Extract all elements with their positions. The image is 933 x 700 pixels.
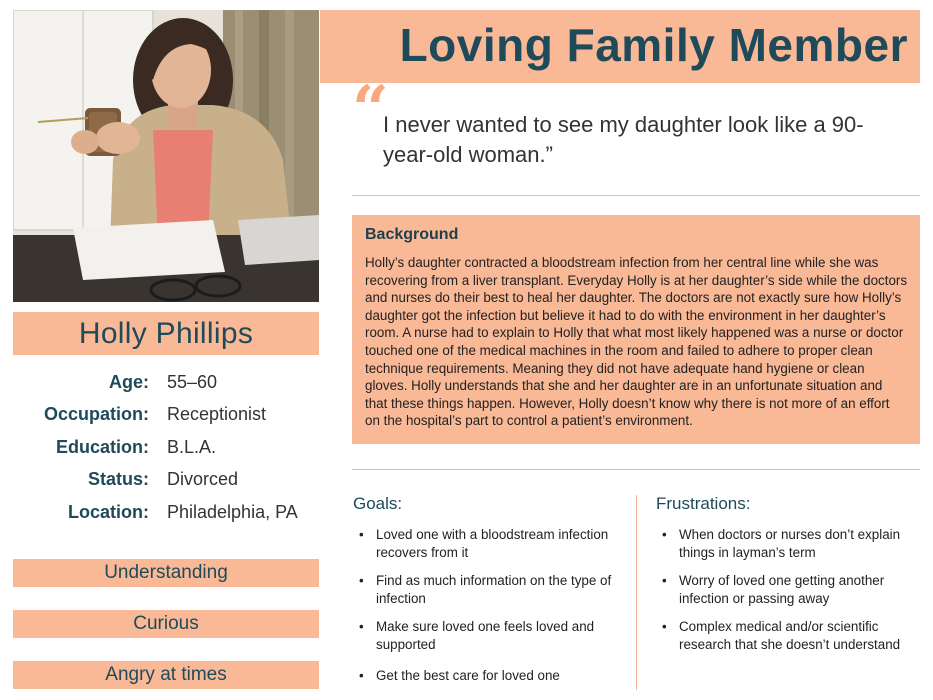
frustrations-heading: Frustrations: bbox=[656, 494, 751, 513]
detail-value: 55–60 bbox=[167, 371, 218, 392]
persona-photo bbox=[13, 10, 319, 302]
detail-label: Education: bbox=[56, 436, 149, 457]
column-divider bbox=[636, 495, 637, 690]
trait-badge bbox=[13, 661, 319, 689]
goal-text: Find as much information on the type of infection bbox=[376, 573, 612, 606]
background-heading: Background bbox=[365, 226, 459, 243]
list-item bbox=[656, 572, 920, 607]
frustrations-list bbox=[656, 526, 920, 653]
goal-text: Loved one with a bloodstream infection recovers from it bbox=[376, 527, 609, 560]
detail-value: Receptionist bbox=[167, 404, 267, 425]
detail-row-age bbox=[13, 366, 319, 399]
list-item bbox=[353, 667, 628, 685]
trait-label: Curious bbox=[133, 613, 199, 634]
list-item bbox=[353, 618, 628, 653]
detail-label: Occupation: bbox=[43, 404, 149, 425]
list-item bbox=[656, 526, 920, 561]
trait-label: Angry at times bbox=[105, 664, 227, 685]
goals-heading: Goals: bbox=[353, 494, 403, 513]
persona-details bbox=[13, 366, 319, 529]
trait-badge bbox=[13, 559, 319, 587]
detail-value: Philadelphia, PA bbox=[167, 501, 298, 522]
goals-section bbox=[353, 494, 628, 696]
detail-label: Status: bbox=[87, 469, 149, 490]
divider bbox=[352, 469, 920, 470]
list-item bbox=[353, 526, 628, 561]
trait-badge bbox=[13, 610, 319, 638]
frustration-text: Complex medical and/or scientific research that she doesn’t understand bbox=[679, 619, 901, 652]
detail-row-education bbox=[13, 431, 319, 464]
list-item bbox=[656, 618, 920, 653]
detail-row-status bbox=[13, 464, 319, 497]
quote-mark-icon: “ bbox=[352, 72, 389, 147]
persona-quote: I never wanted to see my daughter look like a 90-year-old woman.” bbox=[383, 112, 864, 167]
page-title: Loving Family Member bbox=[399, 19, 908, 71]
list-item bbox=[353, 572, 628, 607]
detail-row-location bbox=[13, 496, 319, 529]
bullet-icon: • bbox=[662, 527, 667, 542]
detail-value: B.L.A. bbox=[167, 436, 217, 457]
frustration-text: Worry of loved one getting another infection or passing away bbox=[679, 573, 885, 606]
detail-label: Location: bbox=[68, 501, 149, 522]
background-section bbox=[352, 215, 920, 444]
divider bbox=[352, 195, 920, 196]
trait-label: Understanding bbox=[104, 562, 228, 583]
bullet-icon: • bbox=[662, 573, 667, 588]
detail-row-occupation bbox=[13, 399, 319, 432]
detail-value: Divorced bbox=[167, 469, 239, 490]
persona-name-bar bbox=[13, 312, 319, 355]
detail-label: Age: bbox=[109, 371, 149, 392]
frustration-text: When doctors or nurses don’t explain things in layman’s term bbox=[679, 527, 901, 560]
persona-name: Holly Phillips bbox=[78, 316, 254, 350]
goal-text: Get the best care for loved one bbox=[376, 668, 560, 683]
goals-list bbox=[353, 526, 628, 685]
background-body: Holly’s daughter contracted a bloodstream infection from her central line while she was recovering from a liver transplant. Everyday Holly is at her daughter’s side while the doctors and nurses do their best to heal her daughter. The doctors are not exactly sure how Holly’s daughter got the infection but believe it had to do with the environment in her daughter’s room. A nurse had to explain to Holly that what most likely happened was a nurse or doctor touched one of the medical machines in the room and failed to adhere to proper clean technique requirements. Meaning they did not have adequate hand hygiene or clean gloves. Holly understands that she and her daughter are in an unfortunate situation and that these things happen. However, Holly doesn’t know why there is not more of an effort on the hospital’s part to control a patient’s environment. bbox=[365, 255, 908, 429]
bullet-icon: • bbox=[359, 668, 364, 683]
bullet-icon: • bbox=[359, 527, 364, 542]
goal-text: Make sure loved one feels loved and supported bbox=[376, 619, 595, 652]
bullet-icon: • bbox=[359, 619, 364, 634]
bullet-icon: • bbox=[662, 619, 667, 634]
title-bar bbox=[320, 10, 920, 83]
bullet-icon: • bbox=[359, 573, 364, 588]
frustrations-section bbox=[656, 494, 920, 664]
